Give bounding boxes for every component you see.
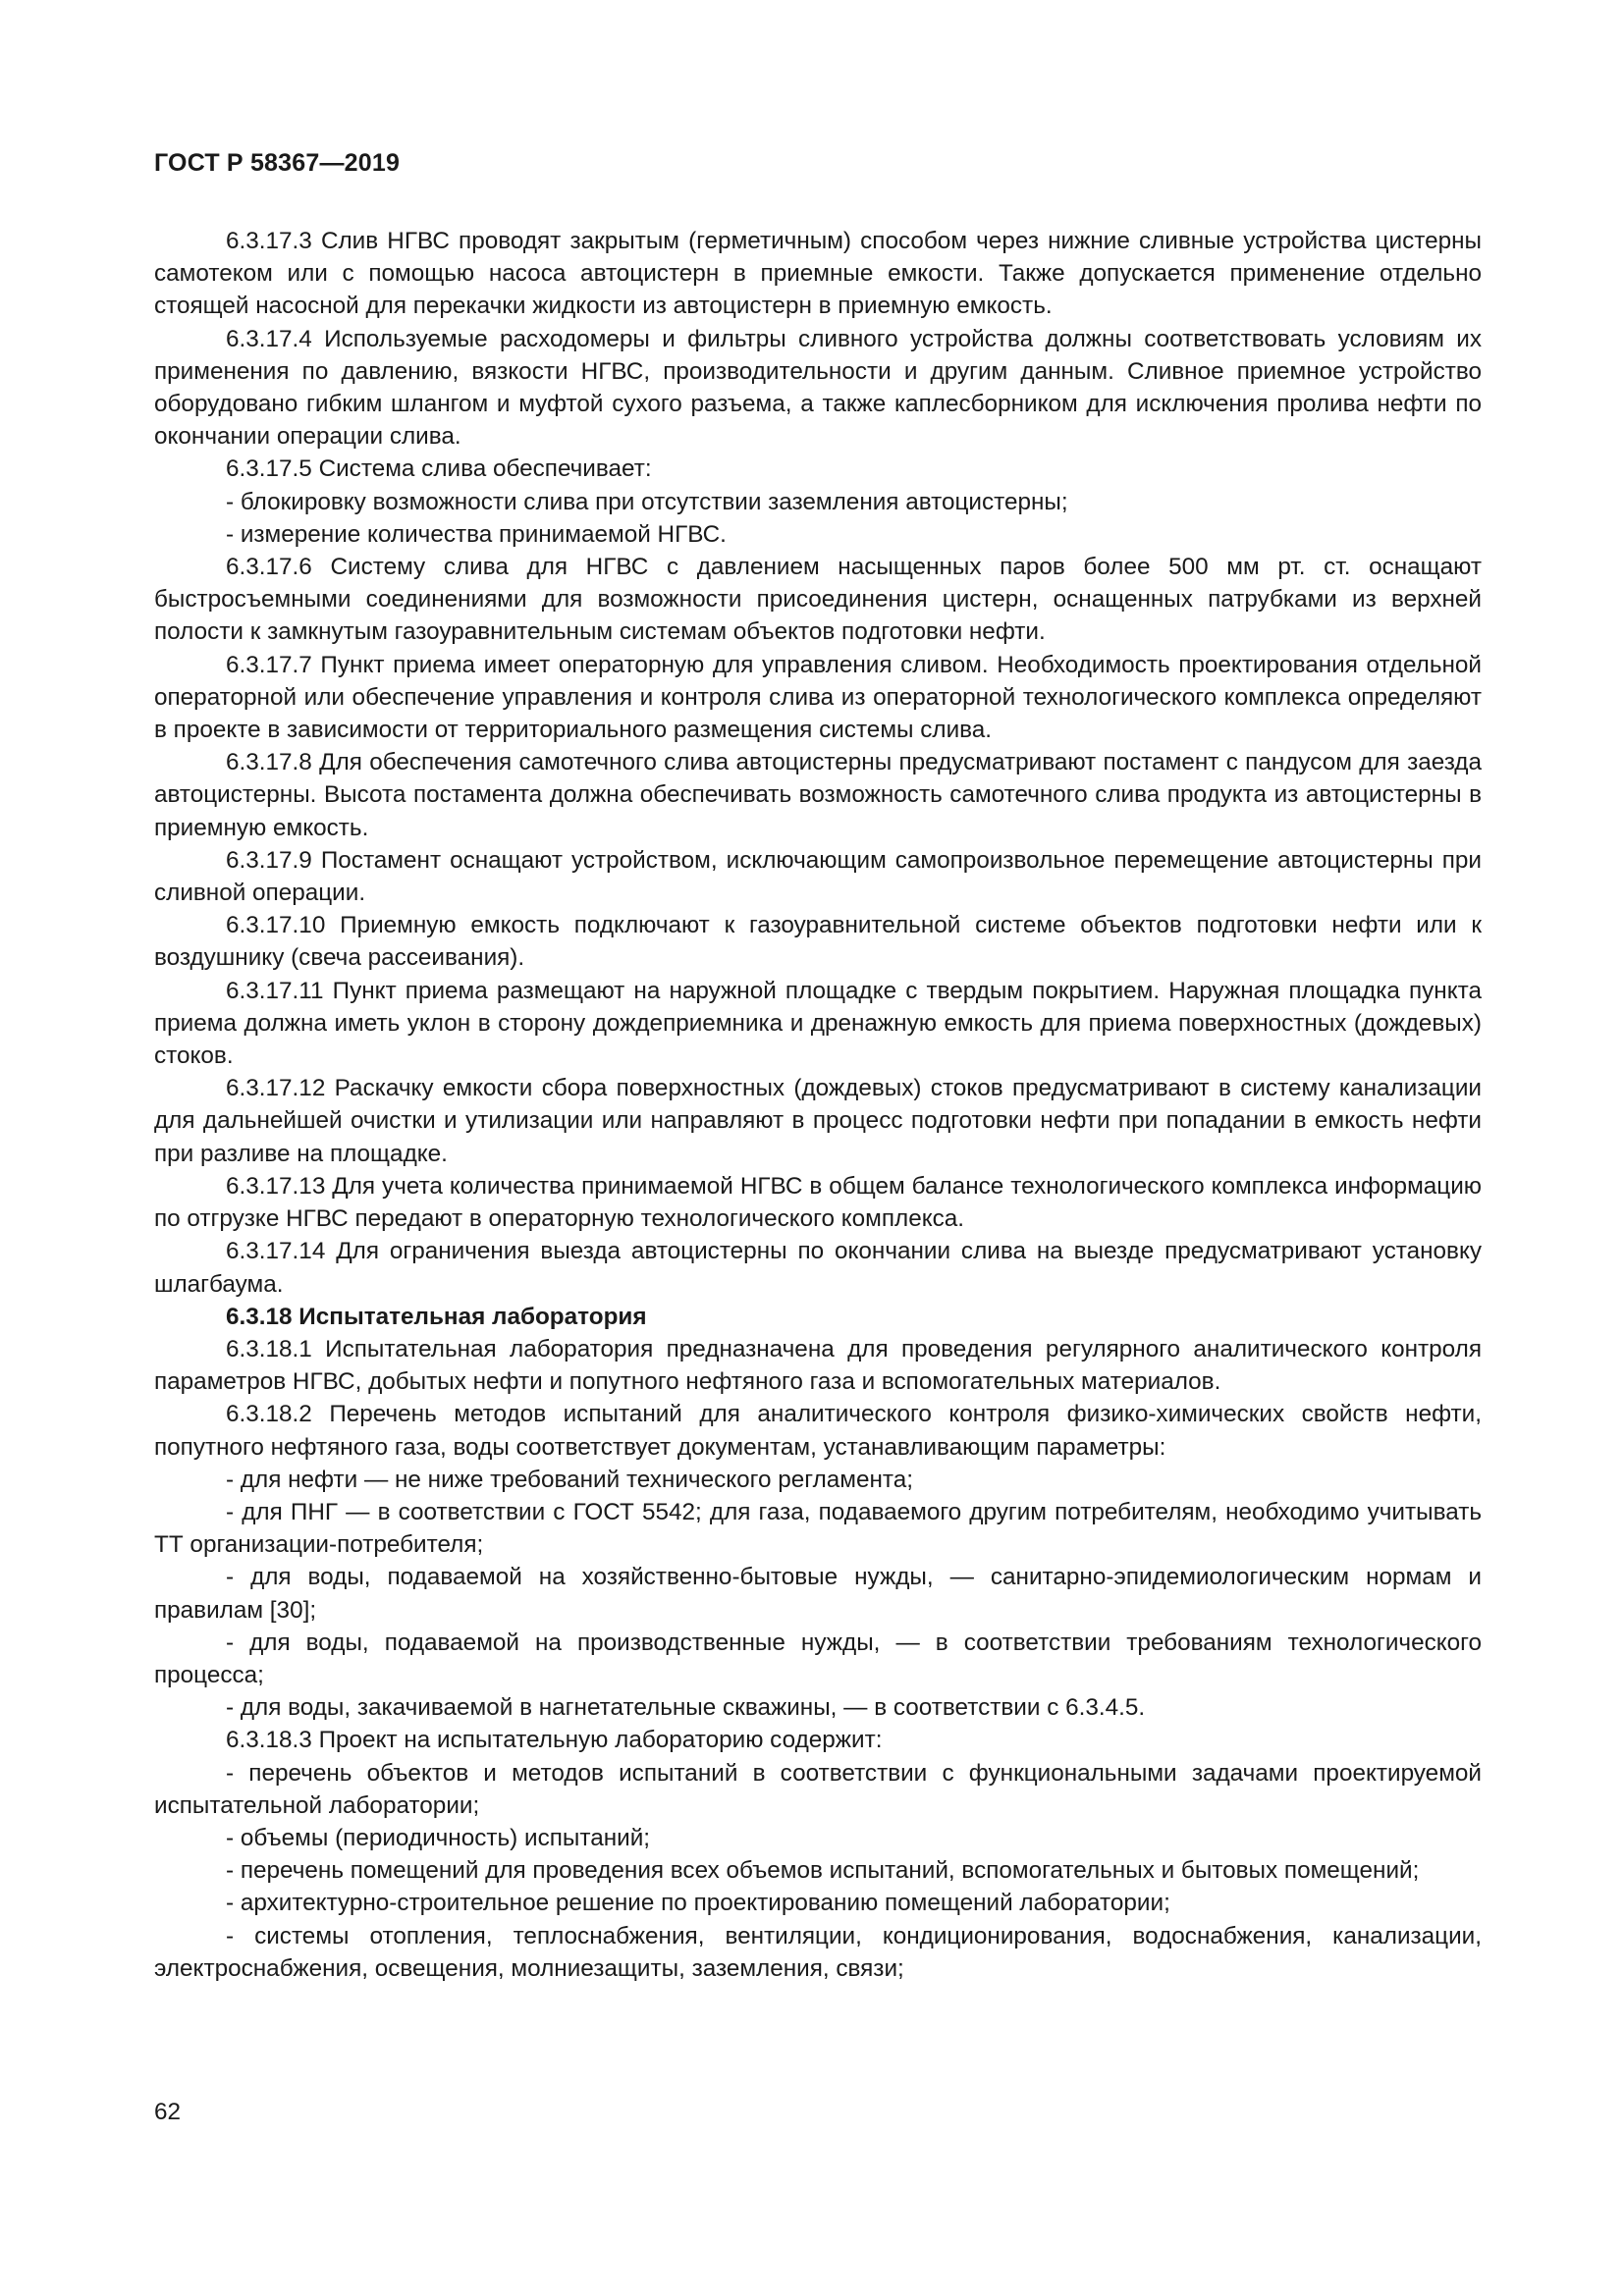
list-item: - архитектурно-строительное решение по проектированию помещений лаборатории;	[226, 1890, 1170, 1917]
page-number: 62	[154, 2099, 182, 2125]
document-header: ГОСТ Р 58367—2019	[154, 149, 401, 177]
paragraph-6-3-17-9: 6.3.17.9 Постамент оснащают устройством, исключающим самопроизвольное перемещение автоцистерны при сливной операции.	[154, 846, 1482, 907]
paragraph-6-3-18-1: 6.3.18.1 Испытательная лаборатория предназначена для проведения регулярного аналитического контроля параметров НГВС, добытых нефти и попутного нефтяного газа и вспомогательных материалов.	[154, 1335, 1482, 1396]
paragraph-6-3-17-7: 6.3.17.7 Пункт приема имеет операторную для управления сливом. Необходимость проектирования отдельной операторной или обеспечение управления и контроля слива из операторной технологического комплекса определяют в проекте в зависимости от территориального размещения системы слива.	[154, 651, 1482, 744]
paragraph-6-3-17-10: 6.3.17.10 Приемную емкость подключают к газоуравнительной системе объектов подготовки нефти или к воздушнику (свеча рассеивания).	[154, 912, 1482, 972]
list-item: - перечень помещений для проведения всех объемов испытаний, вспомогательных и бытовых помещений;	[226, 1857, 1420, 1885]
paragraph-6-3-17-13: 6.3.17.13 Для учета количества принимаемой НГВС в общем балансе технологического комплекса информацию по отгрузке НГВС передают в операторную технологического комплекса.	[154, 1172, 1482, 1233]
list-item: - для воды, подаваемой на производственные нужды, — в соответствии требованиям технологического процесса;	[154, 1629, 1482, 1688]
list-item: - системы отопления, теплоснабжения, вентиляции, кондиционирования, водоснабжения, канализации, электроснабжения, освещения, молниезащиты, заземления, связи;	[154, 1922, 1482, 1982]
paragraph-6-3-17-6: 6.3.17.6 Систему слива для НГВС с давлением насыщенных паров более 500 мм рт. ст. оснащают быстросъемными соединениями для возможности присоединения цистерн, оснащенных патрубками из верхней полости к замкнутым газоуравнительным системам объектов подготовки нефти.	[154, 554, 1482, 646]
paragraph-6-3-17-3: 6.3.17.3 Слив НГВС проводят закрытым (герметичным) способом через нижние сливные устройства цистерны самотеком или с помощью насоса автоцистерн в приемные емкости. Также допускается применение отдельно стоящей насосной для перекачки жидкости из автоцистерн в приемную емкость.	[154, 228, 1482, 320]
paragraph-6-3-17-5: 6.3.17.5 Система слива обеспечивает:	[226, 455, 652, 483]
paragraph-6-3-17-11: 6.3.17.11 Пункт приема размещают на наружной площадке с твердым покрытием. Наружная площадка пункта приема должна иметь уклон в сторону дождеприемника и дренажную емкость для приема поверхностных (дождевых) стоков.	[154, 977, 1482, 1070]
list-item: - перечень объектов и методов испытаний в соответствии с функциональными задачами проектируемой испытательной лаборатории;	[154, 1759, 1482, 1819]
paragraph-6-3-18-2: 6.3.18.2 Перечень методов испытаний для аналитического контроля физико-химических свойств нефти, попутного нефтяного газа, воды соответствует документам, устанавливающим параметры:	[154, 1401, 1482, 1461]
list-item: - для воды, закачиваемой в нагнетательные скважины, — в соответствии с 6.3.4.5.	[226, 1694, 1146, 1722]
paragraph-6-3-17-14: 6.3.17.14 Для ограничения выезда автоцистерны по окончании слива на выезде предусматривают установку шлагбаума.	[154, 1238, 1482, 1298]
paragraph-6-3-18-3: 6.3.18.3 Проект на испытательную лабораторию содержит:	[226, 1727, 883, 1754]
section-heading-6-3-18: 6.3.18 Испытательная лаборатория	[226, 1303, 647, 1330]
list-item: - объемы (периодичность) испытаний;	[226, 1824, 651, 1851]
paragraph-6-3-17-12: 6.3.17.12 Раскачку емкости сбора поверхностных (дождевых) стоков предусматривают в систему канализации для дальнейшей очистки и утилизации или направляют в процесс подготовки нефти при попадании в емкость нефти при разливе на площадке.	[154, 1075, 1482, 1167]
list-item: - блокировку возможности слива при отсутствии заземления автоцистерны;	[226, 488, 1068, 515]
list-item: - для ПНГ — в соответствии с ГОСТ 5542; для газа, подаваемого другим потребителям, необходимо учитывать ТТ организации-потребителя;	[154, 1498, 1482, 1559]
paragraph-6-3-17-8: 6.3.17.8 Для обеспечения самотечного слива автоцистерны предусматривают постамент с пандусом для заезда автоцистерны. Высота постамента должна обеспечивать возможность самотечного слива продукта из автоцистерны в приемную емкость.	[154, 749, 1482, 841]
list-item: - измерение количества принимаемой НГВС.	[226, 520, 727, 548]
list-item: - для нефти — не ниже требований технического регламента;	[226, 1466, 914, 1493]
document-body	[154, 225, 1482, 1985]
list-item: - для воды, подаваемой на хозяйственно-бытовые нужды, — санитарно-эпидемиологическим нормам и правилам [30];	[154, 1564, 1482, 1624]
paragraph-6-3-17-4: 6.3.17.4 Используемые расходомеры и фильтры сливного устройства должны соответствовать условиям их применения по давлению, вязкости НГВС, производительности и другим данным. Сливное приемное устройство оборудовано гибким шлангом и муфтой сухого разъема, а также каплесборником для исключения пролива нефти по окончании операции слива.	[154, 325, 1482, 451]
